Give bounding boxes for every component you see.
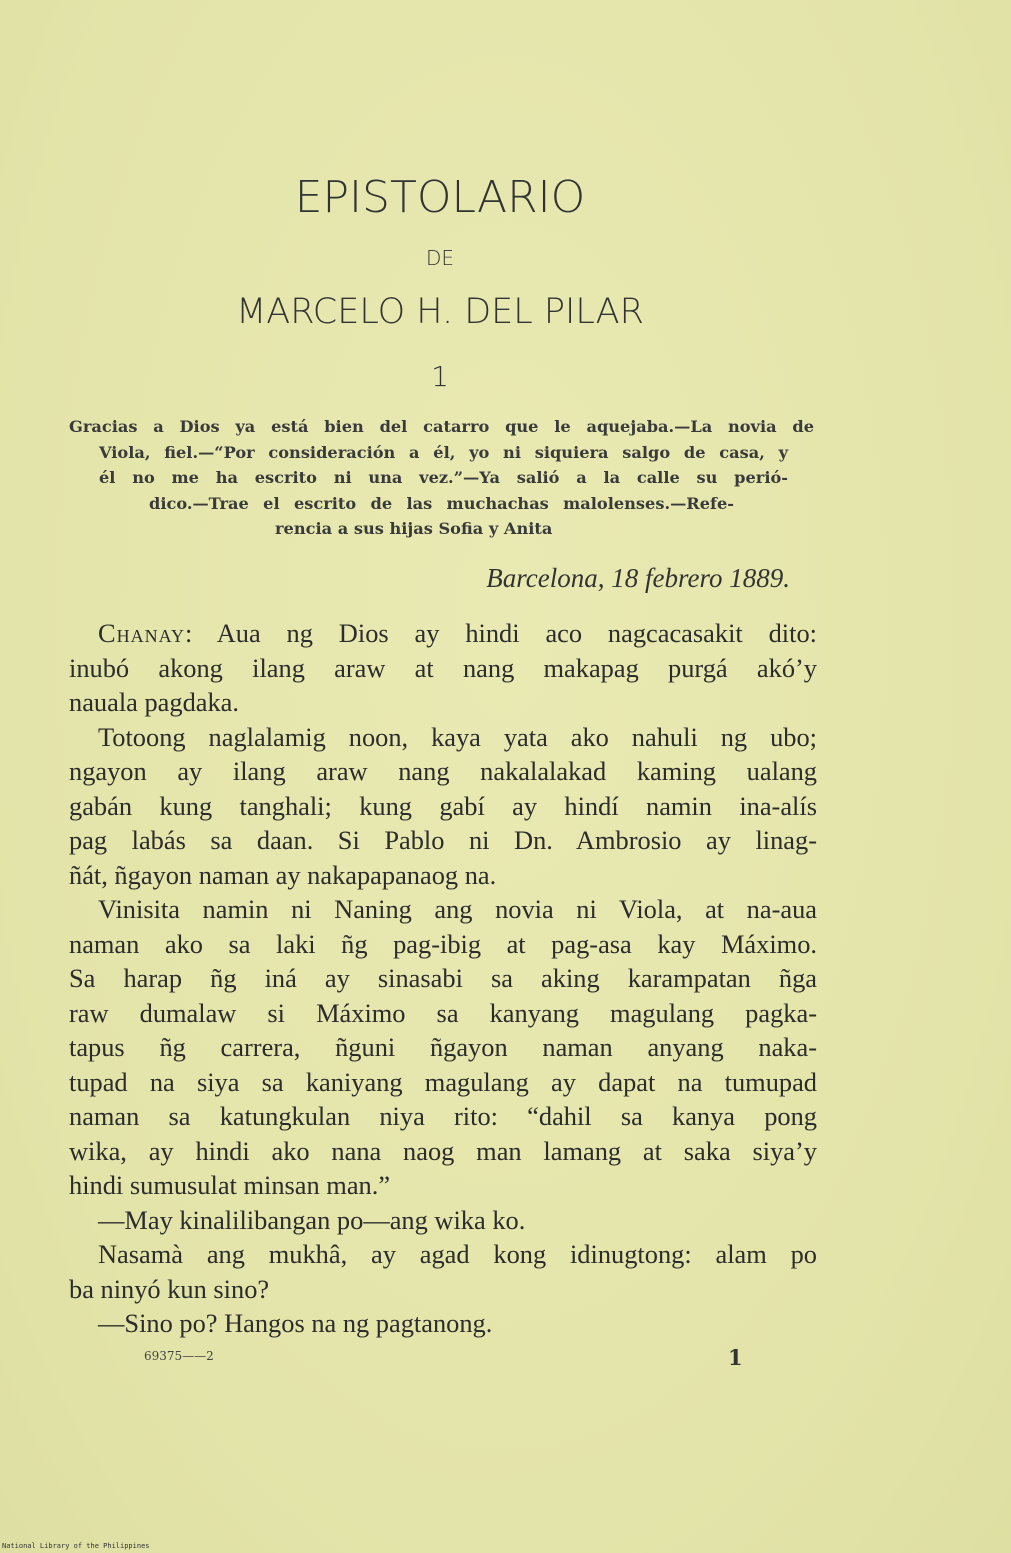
body-line: —May kinalilibangan po—ang wika ko. <box>98 1204 526 1235</box>
body-line: naman sa katungkulan niya rito: “dahil sa kanya pong <box>69 1101 817 1131</box>
body-line: wika, ay hindi ako nana naog man lamang at saka siya’y <box>69 1135 817 1166</box>
body-line: nauala pagdaka. <box>69 687 239 717</box>
summary-line: Gracias a Dios ya está bien del catarro que le aquejaba.—La novia de <box>69 417 814 436</box>
body-line: pag labás sa daan. Si Pablo ni Dn. Ambrosio ay linag- <box>69 825 817 855</box>
body-line <box>98 616 817 651</box>
letter-summary <box>69 414 814 542</box>
body-line: Totoong naglalamig noon, kaya yata ako nahuli ng ubo; <box>98 721 817 752</box>
salutation: Chanay <box>98 618 185 648</box>
body-line: ngayon ay ilang araw nang nakalalakad kaming ualang <box>69 756 817 786</box>
page-number: 1 <box>728 1345 743 1370</box>
dateline: Barcelona, 18 febrero 1889. <box>486 563 790 593</box>
letter-body <box>69 616 817 1341</box>
letter-number: 1 <box>431 360 449 393</box>
body-line: gabán kung tanghali; kung gabí ay hindí namin ina-alís <box>69 790 817 821</box>
body-line: hindi sumusulat minsan man.” <box>69 1170 391 1200</box>
signature-code: 69375——2 <box>144 1349 214 1363</box>
body-line: Nasamà ang mukhâ, ay agad kong idinugtong: alam po <box>98 1239 817 1269</box>
body-line: Sa harap ñg iná ay sinasabi sa aking karampatan ñga <box>69 963 817 993</box>
summary-line: rencia a sus hijas Sofia y Anita <box>275 519 553 538</box>
book-title: EPISTOLARIO <box>294 172 586 223</box>
summary-line: Viola, fiel.—“Por consideración a él, yo ni siquiera salgo de casa, y <box>99 442 788 462</box>
body-line: tupad na siya sa kaniyang magulang ay dapat na tumupad <box>69 1066 817 1097</box>
body-text: : Aua ng Dios ay hindi aco nagcacasakit dito: <box>184 618 817 648</box>
body-line: ñát, ñgayon naman ay nakapapanaog na. <box>69 859 497 890</box>
body-line: naman ako sa laki ñg pag-ibig at pag-asa kay Máximo. <box>69 928 817 959</box>
summary-line: dico.—Trae el escrito de las muchachas malolenses.—Refe- <box>149 493 734 513</box>
body-line: inubó akong ilang araw at nang makapag purgá akó’y <box>69 652 817 683</box>
body-line: —Sino po? Hangos na ng pagtanong. <box>98 1308 493 1338</box>
title-connector: DE <box>425 246 455 270</box>
author-name: MARCELO H. DEL PILAR <box>236 292 644 332</box>
body-line: tapus ñg carrera, ñguni ñgayon naman anyang naka- <box>69 1032 817 1062</box>
body-line: raw dumalaw si Máximo sa kanyang magulang pagka- <box>69 997 817 1028</box>
library-watermark: National Library of the Philippines <box>2 1542 150 1550</box>
summary-line: él no me ha escrito ni una vez.”—Ya salió a la calle su perió- <box>99 468 788 487</box>
body-line: ba ninyó kun sino? <box>69 1273 270 1304</box>
body-line: Vinisita namin ni Naning ang novia ni Viola, at na-aua <box>98 894 817 924</box>
